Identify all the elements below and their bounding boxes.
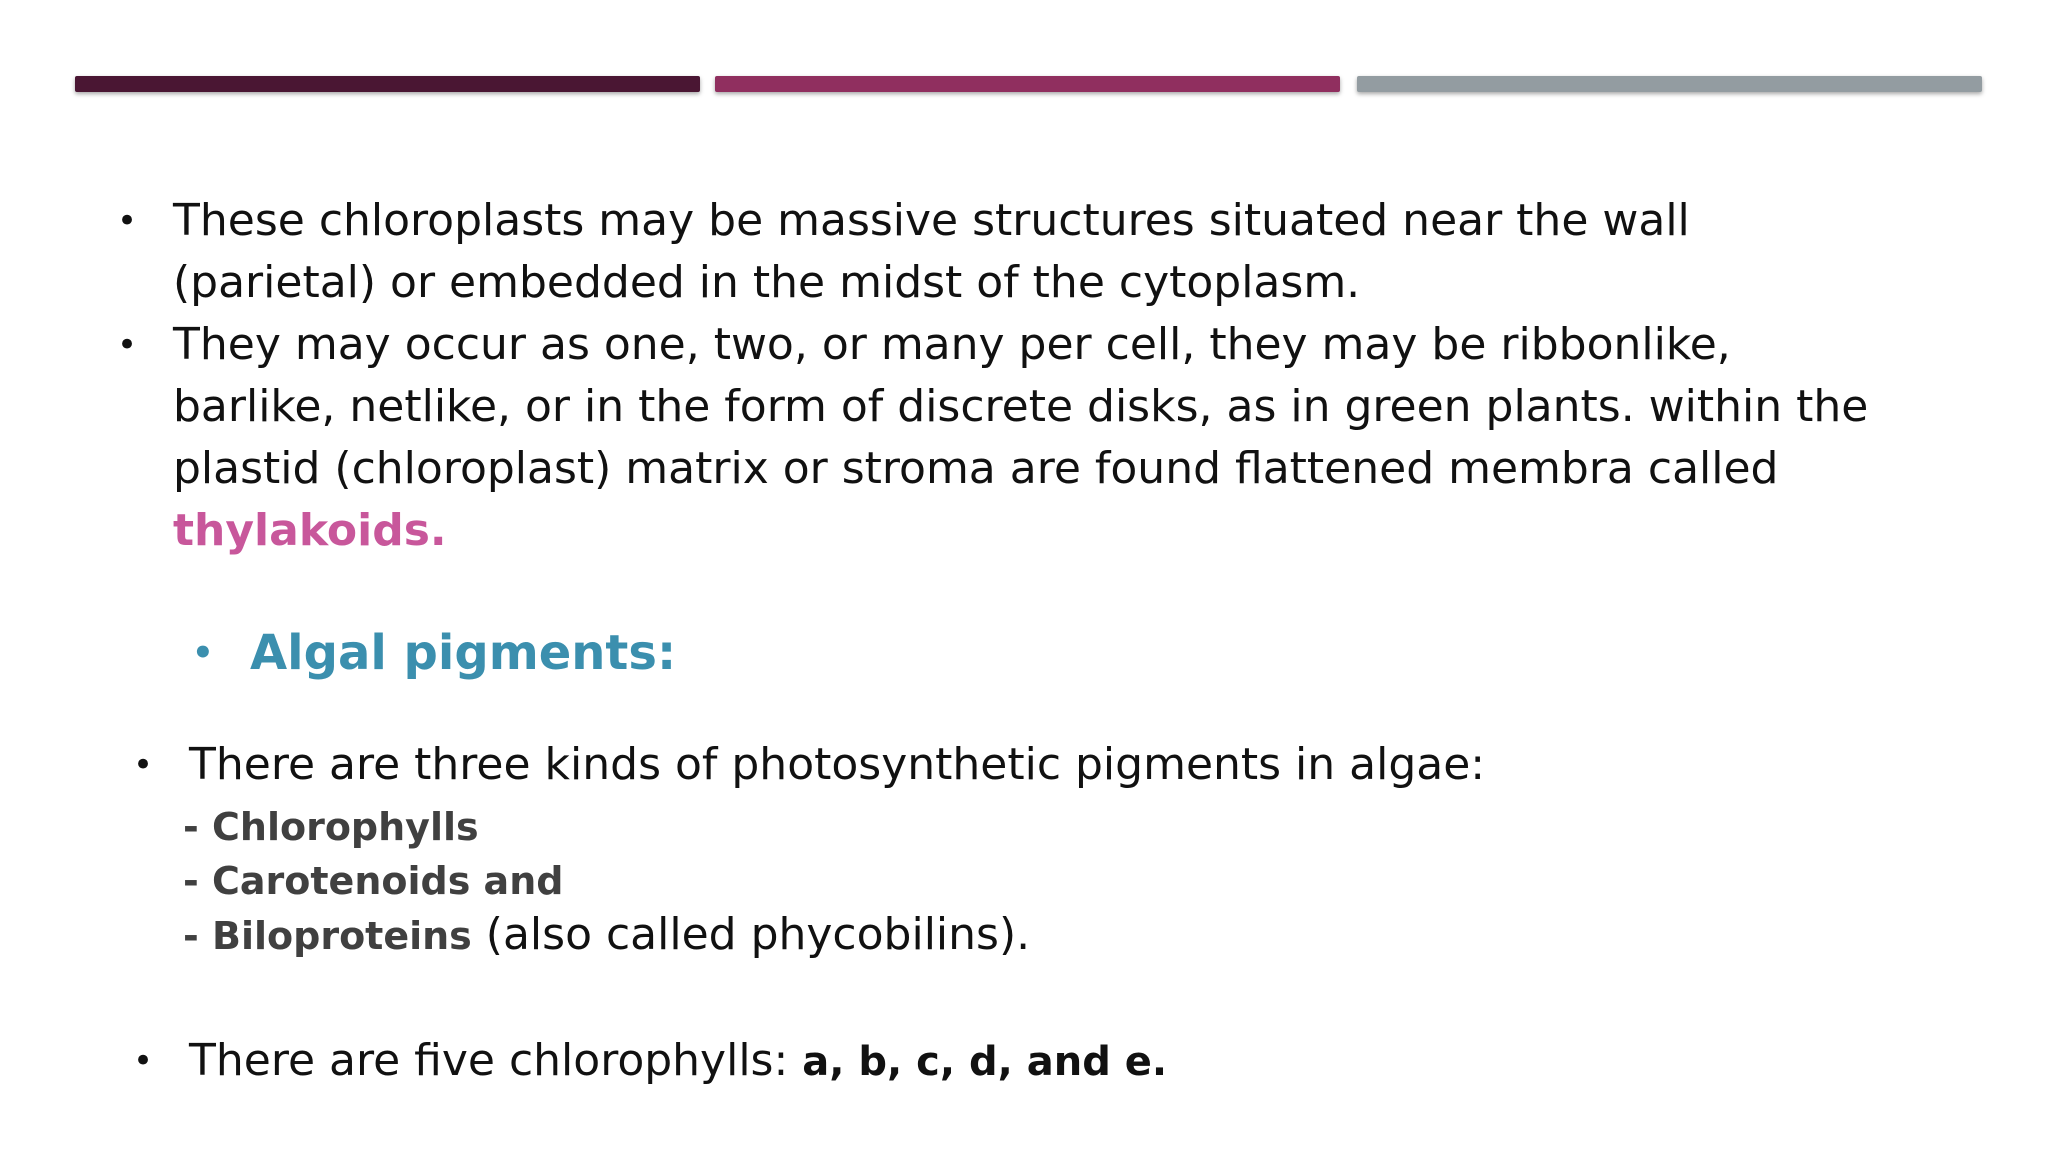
section-heading-algal-pigments <box>192 622 677 684</box>
bullet-text: They may occur as one, two, or many per cell, they may be ribbonlike, barlike, netlike, or in the form of discrete disks, as in green plants. within the plastid (chloroplast) matrix or stroma are found flattened membra called <box>173 319 1869 494</box>
chlorophyll-letters: a, b, c, d, and e. <box>802 1039 1168 1085</box>
bullet-dot-icon: • <box>117 201 138 241</box>
bullet-text: These chloroplasts may be massive structures situated near the wall (parietal) or embedded in the midst of the cytoplasm. <box>173 195 1690 308</box>
pigment-item-carotenoids <box>183 854 1030 908</box>
bullet-dot-icon: • <box>117 325 138 365</box>
pigment-suffix: (also called phycobilins). <box>471 909 1031 960</box>
pigment-item-biloproteins <box>183 908 1030 963</box>
bullet-pigment-kinds <box>133 734 1889 796</box>
bullet-text: There are three kinds of photosynthetic pigments in algae: <box>189 739 1486 790</box>
bullet-text: There are five chlorophylls: <box>189 1035 803 1086</box>
decorative-top-bars <box>75 76 1982 92</box>
bullet-five-chlorophylls <box>133 1030 1889 1093</box>
top-bar-dark-plum <box>75 76 700 92</box>
heading-text: Algal pigments: <box>250 625 677 681</box>
bullet-dot-icon: • <box>192 633 214 673</box>
thylakoids-highlight: thylakoids. <box>173 505 447 556</box>
pigment-label: - Biloproteins <box>183 914 472 958</box>
pigment-label: - Carotenoids and <box>183 859 564 903</box>
bullet-chloroplast-shape <box>117 314 1873 562</box>
bullet-dot-icon: • <box>133 745 154 785</box>
bullet-chloroplast-position <box>117 190 1873 314</box>
pigment-label: - Chlorophylls <box>183 805 479 849</box>
bullet-dot-icon: • <box>133 1041 154 1081</box>
top-bar-grey <box>1357 76 1982 92</box>
pigment-item-chlorophylls <box>183 800 1030 854</box>
top-bar-magenta <box>715 76 1340 92</box>
pigment-list <box>183 800 1030 963</box>
